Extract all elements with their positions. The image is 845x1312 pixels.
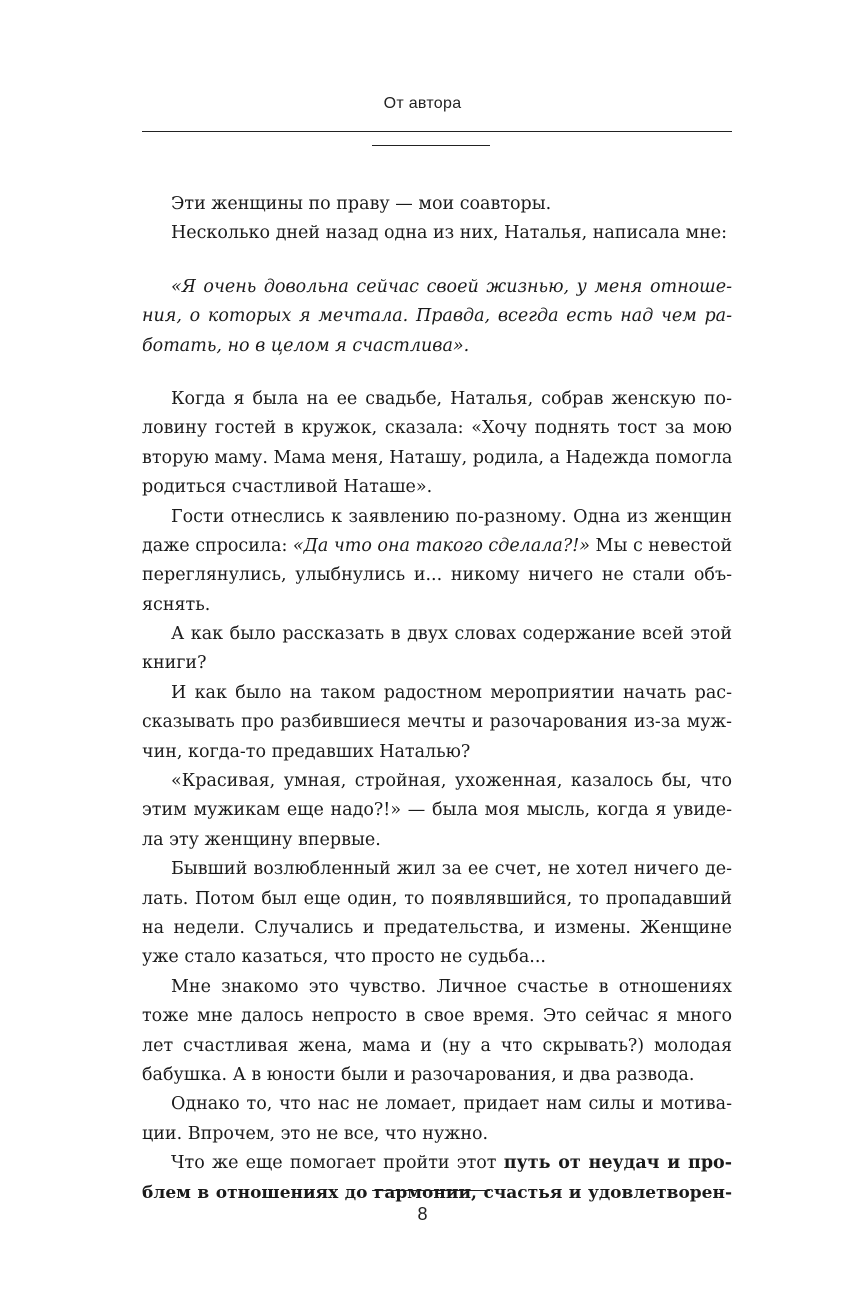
paragraph-line: И как было на таком радостном мероприятии начать рас-: [171, 682, 732, 703]
header-rule: [142, 131, 732, 132]
page-body: [142, 190, 732, 1208]
paragraph-line: ции. Впрочем, это не все, что нужно.: [142, 1123, 489, 1144]
paragraph-line: Бывший возлюбленный жил за ее счет, не хотел ничего де-: [171, 859, 732, 880]
paragraph-line: А как было рассказать в двух словах содержание всей этой: [171, 624, 732, 645]
paragraph-line: блем в отношениях до гармонии, счастья и удовлетворен-: [142, 1182, 732, 1203]
paragraph-line: родиться счастливой Наташе».: [142, 477, 433, 498]
paragraph-line: [142, 1149, 732, 1178]
text-run: даже спросила:: [142, 535, 293, 556]
paragraph-line: вторую маму. Мама меня, Наташу, родила, а Надежда помогла: [142, 447, 733, 468]
quote-line: «Я очень довольна сейчас своей жизнью, у меня отноше-: [171, 276, 732, 297]
paragraph-line: переглянулись, улыбнулись и... никому ничего не стали объ-: [142, 565, 732, 586]
paragraph-line: на недели. Случались и предательства, и измены. Женщине: [142, 917, 732, 938]
paragraph-line: чин, когда-то предавших Наталью?: [142, 741, 471, 762]
paragraph-line: Несколько дней назад одна из них, Наталья, написала мне:: [171, 223, 727, 244]
paragraph-line: «Красивая, умная, стройная, ухоженная, казалось бы, что: [171, 771, 732, 792]
paragraph-line: книги?: [142, 653, 207, 674]
paragraph-line: Гости отнеслись к заявлению по-разному. Одна из женщин: [171, 506, 732, 527]
header-short-rule: [372, 145, 490, 146]
text-run: Мы с невестой: [589, 535, 733, 556]
paragraph-line: яснять.: [142, 594, 211, 615]
paragraph-line: сказывать про разбившиеся мечты и разочарования из-за муж-: [142, 712, 732, 733]
italic-quote: «Да что она такого сделала?!»: [292, 535, 590, 556]
paragraph-line: ловину гостей в кружок, сказала: «Хочу поднять тост за мою: [142, 418, 732, 439]
paragraph-line: Когда я была на ее свадьбе, Наталья, собрав женскую по-: [171, 388, 732, 409]
footer-rule: [372, 1190, 490, 1191]
paragraph-line: Однако то, что нас не ломает, придает нам силы и мотива-: [171, 1094, 732, 1115]
paragraph-line: уже стало казаться, что просто не судьба...: [142, 947, 546, 968]
paragraph-line: бабушка. А в юности были и разочарования, и два развода.: [142, 1064, 695, 1085]
paragraph-line: лать. Потом был еще один, то появлявшийся, то пропадавший: [142, 888, 732, 909]
running-title: От автора: [383, 95, 462, 112]
paragraph-line: Мне знакомо это чувство. Личное счастье в отношениях: [171, 976, 732, 997]
paragraph-gap: [142, 361, 732, 385]
paragraph-line: Эти женщины по праву — мои соавторы.: [171, 194, 552, 214]
quote-line: ния, о которых я мечтала. Правда, всегда есть над чем ра-: [142, 306, 732, 327]
paragraph-line: этим мужикам еще надо?!» — была моя мысль, когда я увиде-: [142, 800, 732, 821]
paragraph-line: лет счастливая жена, мама и (ну а что скрывать?) молодая: [142, 1035, 732, 1056]
bold-phrase: путь от неудач и про-: [503, 1153, 732, 1174]
paragraph-line: [142, 532, 732, 561]
paragraph-line: ла эту женщину впервые.: [142, 829, 381, 850]
page-number: 8: [417, 1204, 428, 1224]
paragraph-gap: [142, 249, 732, 273]
paragraph-line: тоже мне далось непросто в свое время. Это сейчас я много: [142, 1006, 732, 1027]
text-run: Что же еще помогает пройти этот: [171, 1153, 504, 1174]
quote-line: ботать, но в целом я счастлива».: [142, 335, 470, 356]
